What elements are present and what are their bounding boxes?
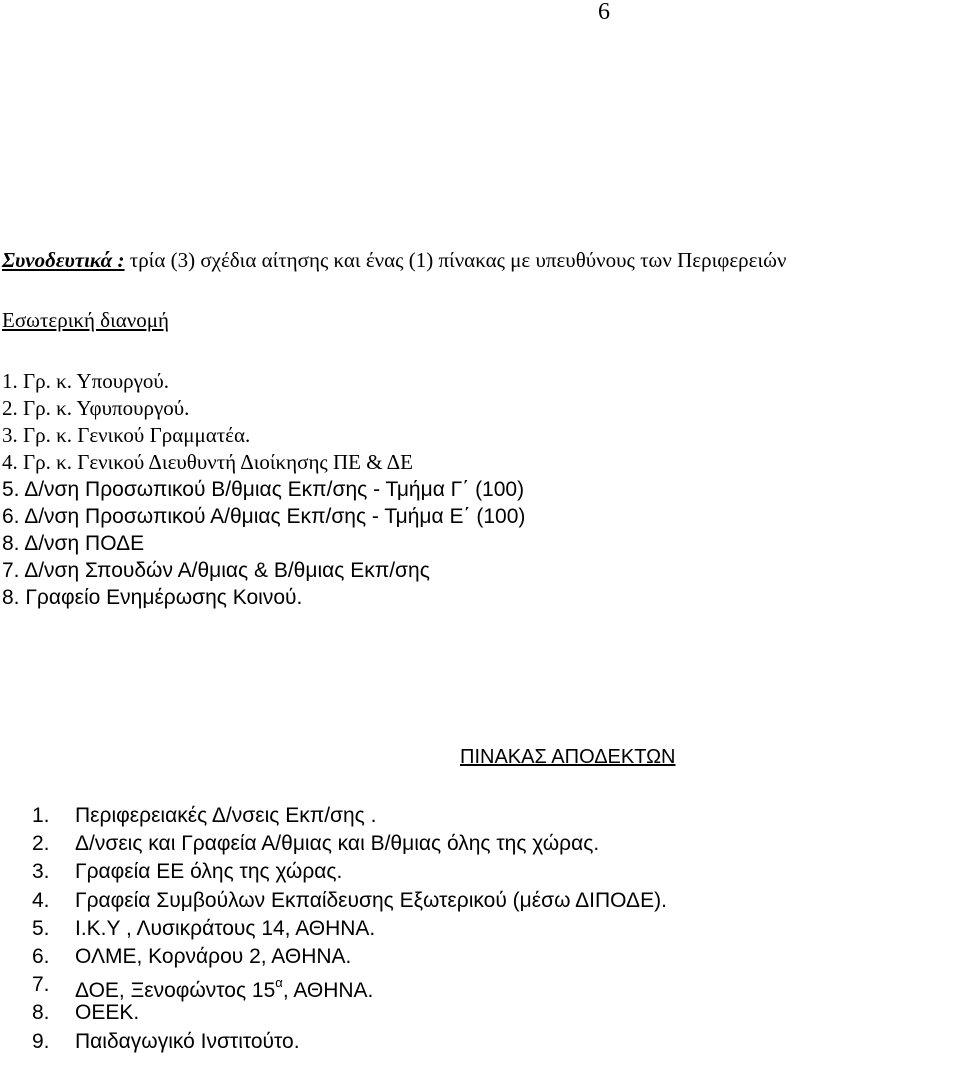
list-item-text: Γραφεία ΕΕ όλης της χώρας. <box>75 860 343 884</box>
list-item-text: Δ/νσεις και Γραφεία Α/θμιας και Β/θμιας όλης της χώρας. <box>75 832 600 856</box>
list-item-number: 6. <box>32 944 50 968</box>
list-item <box>2 943 667 971</box>
list-item <box>2 802 667 830</box>
list-item <box>2 830 667 858</box>
list-item: 6. Δ/νση Προσωπικού Α/θμιας Εκπ/σης - Τμήμα Ε΄ (100) <box>2 505 526 528</box>
superscript: α <box>275 975 283 991</box>
enclosures-label: Συνοδευτικά : <box>2 248 125 272</box>
list-item-text-main: ΔΟΕ, Ξενοφώντος 15 <box>75 979 276 1003</box>
enclosures-line <box>2 248 786 273</box>
list-item <box>2 999 667 1027</box>
recipients-title: ΠΙΝΑΚΑΣ ΑΠΟΔΕΚΤΩΝ <box>460 746 676 768</box>
list-item-text: Ι.Κ.Υ , Λυσικράτους 14, ΑΘΗΝΑ. <box>75 916 376 940</box>
list-item-number: 3. <box>32 860 50 884</box>
list-item-number: 7. <box>32 973 50 997</box>
list-item-number: 1. <box>32 804 50 827</box>
list-item-text: Περιφερειακές Δ/νσεις Εκπ/σης . <box>75 804 377 827</box>
list-item-text-after: , ΑΘΗΝΑ. <box>282 979 374 1003</box>
list-item <box>2 858 667 886</box>
list-item: 3. Γρ. κ. Γενικού Γραμματέα. <box>2 423 251 447</box>
internal-distribution-title: Εσωτερική διανομή <box>2 308 169 332</box>
list-item-text: ΟΛΜΕ, Κορνάρου 2, ΑΘΗΝΑ. <box>75 944 352 968</box>
recipients-list <box>2 802 667 1056</box>
list-item: 8. Δ/νση ΠΟΔΕ <box>2 532 145 555</box>
list-item: 7. Δ/νση Σπουδών Α/θμιας & Β/θμιας Εκπ/σης <box>2 559 430 582</box>
list-item-text: Παιδαγωγικό Ινστιτούτο. <box>75 1029 300 1053</box>
list-item-text: Γραφεία Συμβούλων Εκπαίδευσης Εξωτερικού (μέσω ΔΙΠΟΔΕ). <box>75 888 667 912</box>
list-item-number: 8. <box>32 1001 50 1025</box>
page-number: 6 <box>598 0 610 25</box>
list-item <box>2 971 667 1003</box>
list-item: 2. Γρ. κ. Υφυπουργού. <box>2 396 190 420</box>
list-item-text <box>75 971 374 1003</box>
list-item-number: 4. <box>32 888 50 912</box>
list-item: 1. Γρ. κ. Υπουργού. <box>2 369 169 393</box>
list-item <box>2 915 667 943</box>
list-item <box>2 887 667 915</box>
list-item-number: 9. <box>32 1029 50 1053</box>
enclosures-text: τρία (3) σχέδια αίτησης και ένας (1) πίνακας με υπευθύνους των Περιφερειών <box>129 248 787 272</box>
list-item-number: 2. <box>32 832 50 856</box>
list-item <box>2 1028 667 1056</box>
list-item: 5. Δ/νση Προσωπικού Β/θμιας Εκπ/σης - Τμήμα Γ΄ (100) <box>2 478 525 501</box>
list-item-text: ΟΕΕΚ. <box>75 1001 140 1025</box>
list-item-number: 5. <box>32 916 50 940</box>
list-item: 8. Γραφείο Ενημέρωσης Κοινού. <box>2 586 303 609</box>
internal-distribution-list <box>2 368 525 611</box>
list-item: 4. Γρ. κ. Γενικού Διευθυντή Διοίκησης ΠΕ & ΔΕ <box>2 450 413 474</box>
